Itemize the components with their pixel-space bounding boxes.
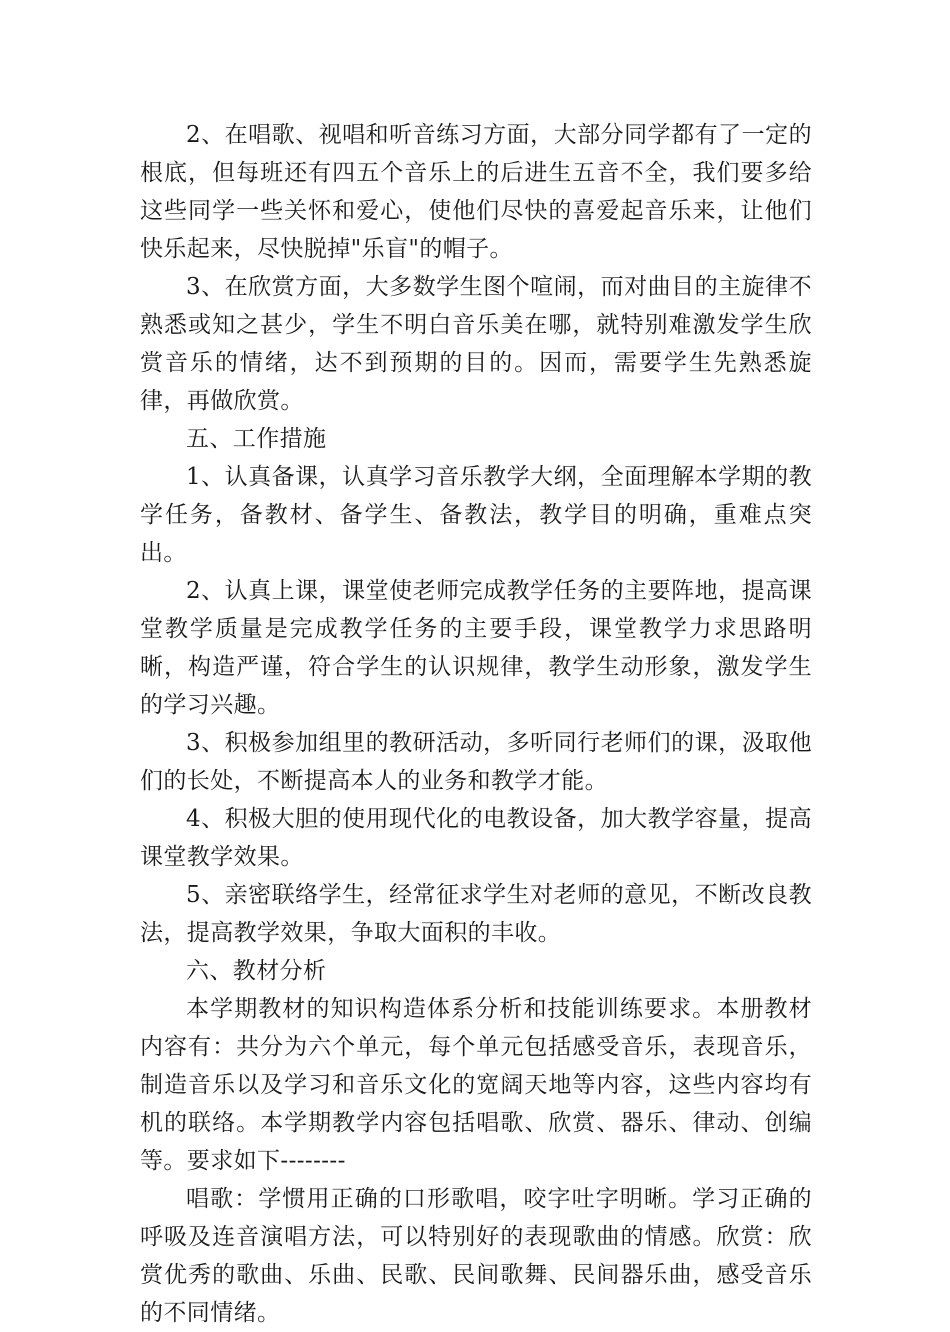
paragraph-singing-practice: 2、在唱歌、视唱和听音练习方面，大部分同学都有了一定的根底，但每班还有四五个音乐上的后进生五音不全，我们要多给这些同学一些关怀和爱心，使他们尽快的喜爱起音乐来，让他们快乐起来，尽快脱掉"乐盲"的帽子。 [140, 122, 812, 262]
paragraph-measure-4: 4、积极大胆的使用现代化的电教设备，加大教学容量，提高课堂教学效果。 [140, 806, 812, 870]
paragraph-measure-2: 2、认真上课，课堂使老师完成教学任务的主要阵地，提高课堂教学质量是完成教学任务的主要手段，课堂教学力求思路明晰，构造严谨，符合学生的认识规律，教学生动形象，激发学生的学习兴趣。 [140, 578, 812, 718]
paragraph-singing-requirements: 唱歌：学惯用正确的口形歌唱，咬字吐字明晰。学习正确的呼吸及连音演唱方法，可以特别好的表现歌曲的情感。欣赏：欣赏优秀的歌曲、乐曲、民歌、民间歌舞、民间器乐曲，感受音乐的不同情绪。 [140, 1186, 812, 1326]
paragraph-measure-1: 1、认真备课，认真学习音乐教学大纲，全面理解本学期的教学任务，备教材、备学生、备教法，教学目的明确，重难点突出。 [140, 464, 812, 566]
paragraph-appreciation: 3、在欣赏方面，大多数学生图个喧闹，而对曲目的主旋律不熟悉或知之甚少，学生不明白音乐美在哪，就特别难激发学生欣赏音乐的情绪，达不到预期的目的。因而，需要学生先熟悉旋律，再做欣赏。 [140, 274, 812, 414]
section-heading-textbook-analysis: 六、教材分析 [186, 958, 327, 984]
section-heading-work-measures: 五、工作措施 [186, 426, 327, 452]
paragraph-measure-3: 3、积极参加组里的教研活动，多听同行老师们的课，汲取他们的长处，不断提高本人的业务和教学才能。 [140, 730, 812, 794]
paragraph-textbook-overview: 本学期教材的知识构造体系分析和技能训练要求。本册教材内容有：共分为六个单元，每个单元包括感受音乐，表现音乐，制造音乐以及学习和音乐文化的宽阔天地等内容，这些内容均有机的联络。本学期教学内容包括唱歌、欣赏、器乐、律动、创编等。要求如下-------- [140, 996, 812, 1174]
document-body [140, 116, 812, 1332]
paragraph-measure-5: 5、亲密联络学生，经常征求学生对老师的意见，不断改良教法，提高教学效果，争取大面积的丰收。 [140, 882, 812, 946]
